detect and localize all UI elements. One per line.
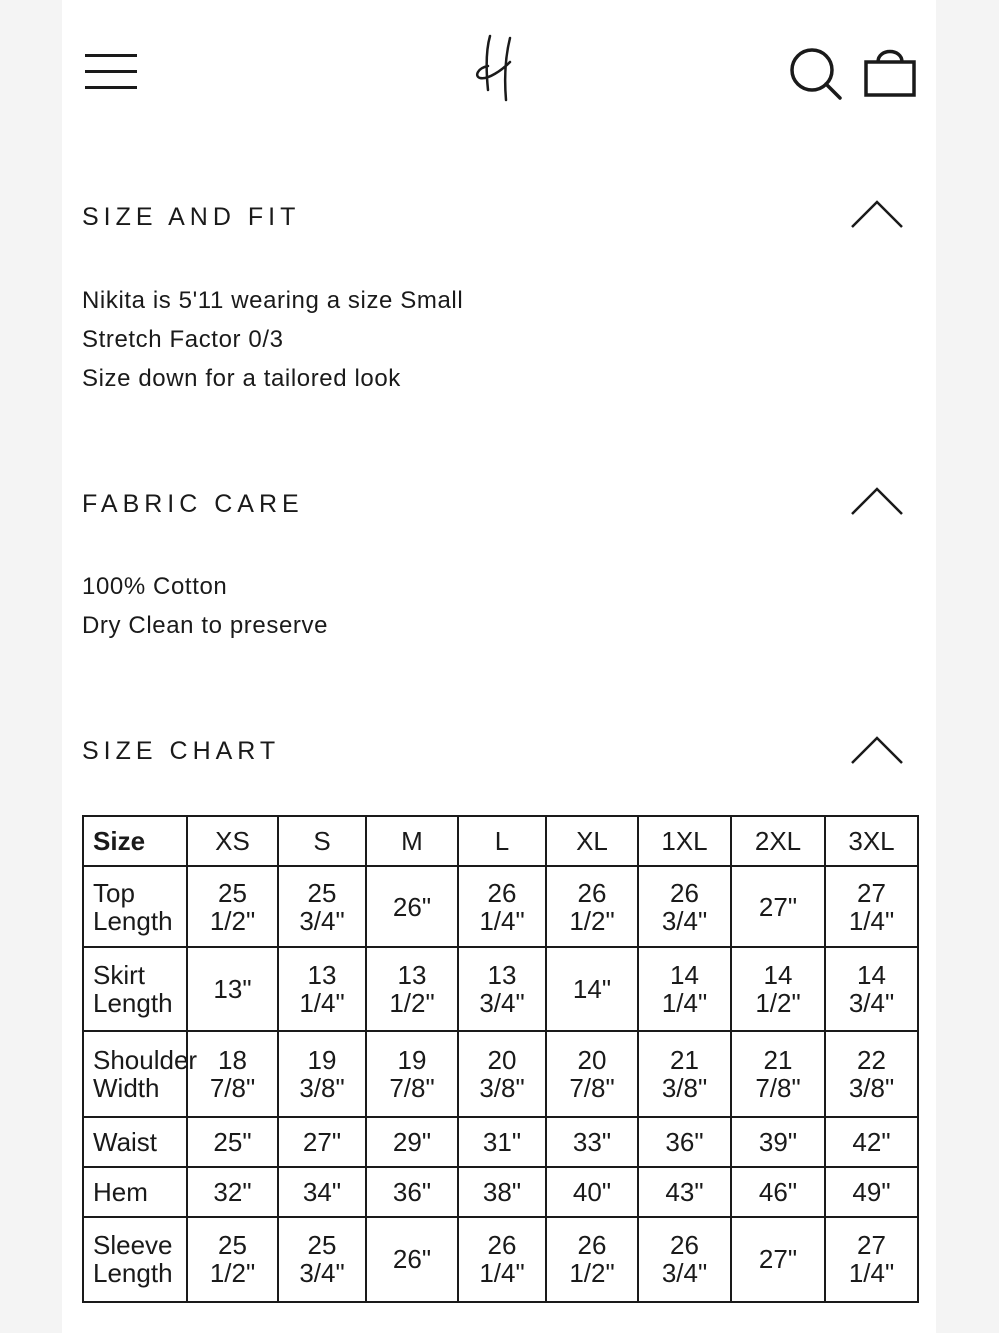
measurement-cell: 21 7/8" [731, 1031, 825, 1116]
measurement-cell: 25" [187, 1117, 278, 1167]
measurement-cell: 20 7/8" [546, 1031, 638, 1116]
brand-logo-icon[interactable] [466, 30, 530, 104]
measurement-cell: 27 1/4" [825, 866, 918, 947]
size-header-3xl: 3XL [825, 816, 918, 866]
measurement-cell: 20 3/8" [458, 1031, 546, 1116]
measurement-cell: 26 1/2" [546, 866, 638, 947]
measurement-cell: 31" [458, 1117, 546, 1167]
chevron-up-icon[interactable] [849, 485, 905, 517]
measurement-cell: 27" [731, 866, 825, 947]
measurement-cell: 36" [638, 1117, 731, 1167]
measurement-cell: 14" [546, 947, 638, 1031]
measurement-cell: 26 3/4" [638, 1217, 731, 1302]
measurement-cell: 25 1/2" [187, 866, 278, 947]
measurement-cell: 27" [731, 1217, 825, 1302]
measurement-cell: 21 3/8" [638, 1031, 731, 1116]
measurement-cell: 39" [731, 1117, 825, 1167]
measurement-cell: 13" [187, 947, 278, 1031]
size-fit-line: Size down for a tailored look [82, 365, 401, 392]
table-row [83, 947, 918, 1031]
fabric-care-heading[interactable]: FABRIC CARE [82, 490, 304, 518]
measurement-cell: 19 3/8" [278, 1031, 366, 1116]
measurement-cell: 25 3/4" [278, 866, 366, 947]
measurement-label: Top Length [83, 866, 187, 947]
measurement-cell: 26 1/4" [458, 866, 546, 947]
measurement-cell: 26" [366, 1217, 458, 1302]
measurement-cell: 22 3/8" [825, 1031, 918, 1116]
measurement-cell: 26 1/4" [458, 1217, 546, 1302]
measurement-cell: 13 1/2" [366, 947, 458, 1031]
measurement-label: Sleeve Length [83, 1217, 187, 1302]
chevron-up-icon[interactable] [849, 198, 905, 230]
measurement-cell: 46" [731, 1167, 825, 1217]
measurement-cell: 26 3/4" [638, 866, 731, 947]
measurement-cell: 19 7/8" [366, 1031, 458, 1116]
measurement-cell: 18 7/8" [187, 1031, 278, 1116]
measurement-cell: 14 1/2" [731, 947, 825, 1031]
size-chart-header-row [83, 816, 918, 866]
size-column-header: Size [83, 816, 187, 866]
measurement-cell: 42" [825, 1117, 918, 1167]
measurement-cell: 25 3/4" [278, 1217, 366, 1302]
measurement-cell: 13 1/4" [278, 947, 366, 1031]
size-chart-table [82, 815, 919, 1303]
size-header-l: L [458, 816, 546, 866]
size-header-m: M [366, 816, 458, 866]
chevron-up-icon[interactable] [849, 734, 905, 766]
size-fit-line: Stretch Factor 0/3 [82, 326, 284, 353]
fabric-care-line: Dry Clean to preserve [82, 612, 329, 639]
measurement-cell: 14 3/4" [825, 947, 918, 1031]
measurement-cell: 33" [546, 1117, 638, 1167]
size-and-fit-content [82, 281, 463, 398]
measurement-cell: 38" [458, 1167, 546, 1217]
measurement-cell: 13 3/4" [458, 947, 546, 1031]
size-header-s: S [278, 816, 366, 866]
measurement-cell: 34" [278, 1167, 366, 1217]
measurement-label: Waist [83, 1117, 187, 1167]
measurement-cell: 40" [546, 1167, 638, 1217]
measurement-cell: 27 1/4" [825, 1217, 918, 1302]
measurement-cell: 25 1/2" [187, 1217, 278, 1302]
size-header-2xl: 2XL [731, 816, 825, 866]
size-header-xl: XL [546, 816, 638, 866]
measurement-cell: 32" [187, 1167, 278, 1217]
size-header-1xl: 1XL [638, 816, 731, 866]
size-and-fit-heading[interactable]: SIZE AND FIT [82, 203, 301, 231]
search-icon[interactable] [788, 46, 844, 102]
size-header-xs: XS [187, 816, 278, 866]
fabric-care-line: 100% Cotton [82, 573, 228, 600]
measurement-cell: 27" [278, 1117, 366, 1167]
size-fit-line: Nikita is 5'11 wearing a size Small [82, 287, 464, 314]
table-row [83, 866, 918, 947]
shopping-bag-icon[interactable] [862, 44, 918, 98]
measurement-cell: 26 1/2" [546, 1217, 638, 1302]
measurement-label: Skirt Length [83, 947, 187, 1031]
fabric-care-content [82, 567, 328, 645]
table-row [83, 1117, 918, 1167]
measurement-cell: 36" [366, 1167, 458, 1217]
measurement-cell: 29" [366, 1117, 458, 1167]
table-row [83, 1031, 918, 1116]
hamburger-menu-icon[interactable] [85, 52, 137, 90]
size-chart-heading[interactable]: SIZE CHART [82, 737, 281, 765]
table-row [83, 1217, 918, 1302]
measurement-cell: 14 1/4" [638, 947, 731, 1031]
table-row [83, 1167, 918, 1217]
measurement-cell: 26" [366, 866, 458, 947]
measurement-cell: 49" [825, 1167, 918, 1217]
measurement-label: Hem [83, 1167, 187, 1217]
measurement-label: Shoulder Width [83, 1031, 187, 1116]
measurement-cell: 43" [638, 1167, 731, 1217]
